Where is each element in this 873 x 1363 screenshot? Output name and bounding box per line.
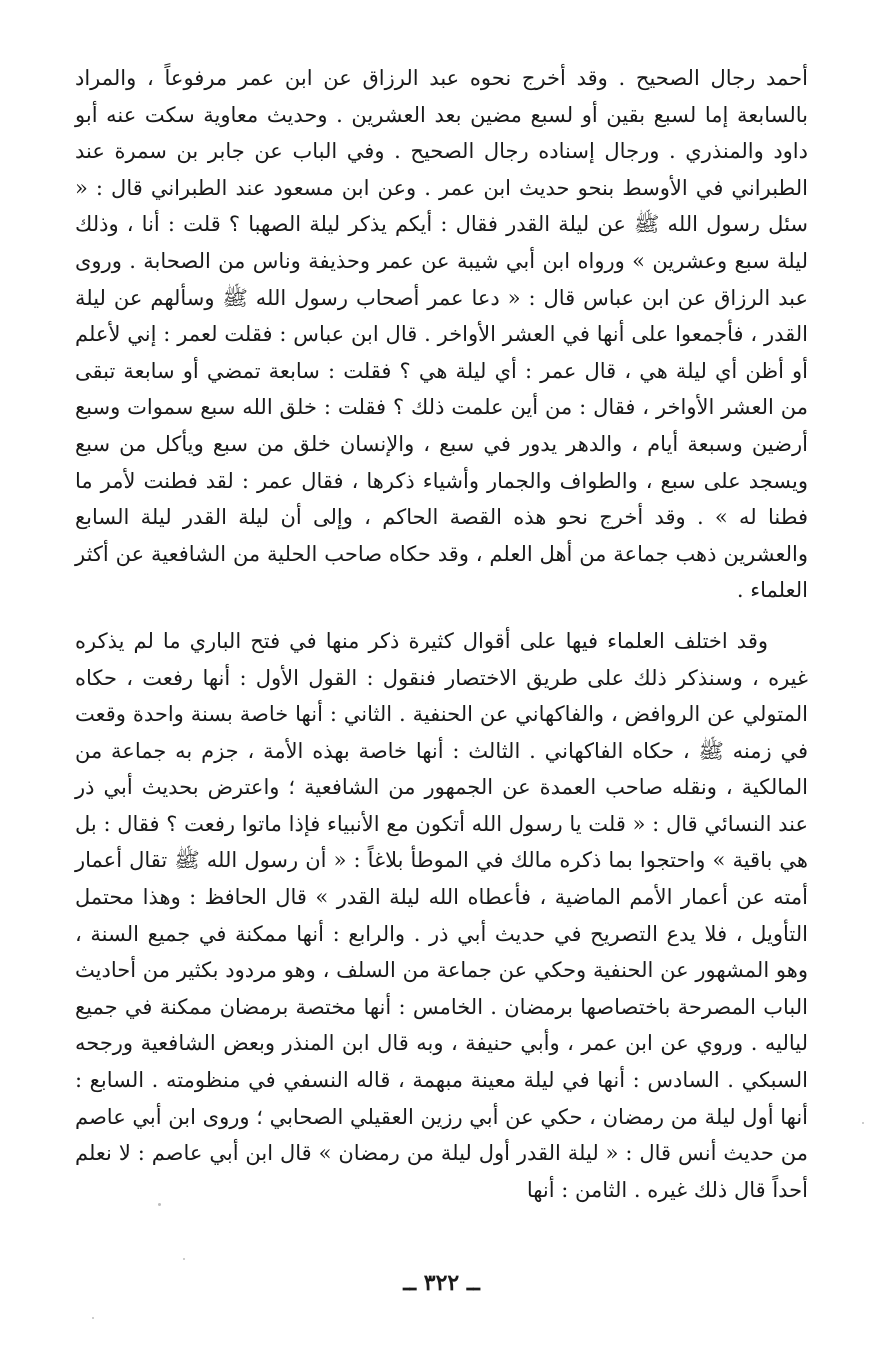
scan-speck <box>862 1122 864 1124</box>
paragraph-1: أحمد رجال الصحيح . وقد أخرج نحوه عبد الرزاق عن ابن عمر مرفوعاً ، والمراد بالسابعة إما لسبع بقين أو لسبع مضين بعد العشرين . وحديث معاوية سكت عنه أبو داود والمنذري . ورجال إسناده رجال الصحيح . وفي الباب عن جابر بن سمرة عند الطبراني في الأوسط بنحو حديث ابن عمر . وعن ابن مسعود عند الطبراني قال : « سئل رسول الله ﷺ عن ليلة القدر فقال : أيكم يذكر ليلة الصهبا ؟ قلت : أنا ، وذلك ليلة سبع وعشرين » ورواه ابن أبي شيبة عن عمر وحذيفة وناس من الصحابة . وروى عبد الرزاق عن ابن عباس قال : « دعا عمر أصحاب رسول الله ﷺ وسألهم عن ليلة القدر ، فأجمعوا على أنها في العشر الأواخر . قال ابن عباس : فقلت لعمر : إني لأعلم أو أظن أي ليلة هي ، قال عمر : أي ليلة هي ؟ فقلت : سابعة تمضي أو سابعة تبقى من العشر الأواخر ، فقال : من أين علمت ذلك ؟ فقلت : خلق الله سبع سموات وسبع أرضين وسبعة أيام ، والدهر يدور في سبع ، والإنسان خلق من سبع ويأكل من سبع ويسجد على سبع ، والطواف والجمار وأشياء ذكرها ، فقال عمر : لقد فطنت لأمر ما فطنا له » . وقد أخرج نحو هذه القصة الحاكم ، وإلى أن ليلة القدر ليلة السابع والعشرين ذهب جماعة من أهل العلم ، وقد حكاه صاحب الحلية من الشافعية عن أكثر العلماء . <box>75 66 808 603</box>
paragraph-2: وقد اختلف العلماء فيها على أقوال كثيرة ذكر منها في فتح الباري ما لم يذكره غيره ، وسنذكر ذلك على طريق الاختصار فنقول : القول الأول : أنها رفعت ، حكاه المتولي عن الروافض ، والفاكهاني عن الحنفية . الثاني : أنها خاصة بسنة واحدة وقعت في زمنه ﷺ ، حكاه الفاكهاني . الثالث : أنها خاصة بهذه الأمة ، جزم به جماعة من المالكية ، ونقله صاحب العمدة عن الجمهور من الشافعية ؛ واعترض بحديث أبي ذر عند النسائي قال : « قلت يا رسول الله أتكون مع الأنبياء فإذا ماتوا رفعت ؟ فقال : بل هي باقية » واحتجوا بما ذكره مالك في الموطأ بلاغاً : « أن رسول الله ﷺ تقال أعمار أمته عن أعمار الأمم الماضية ، فأعطاه الله ليلة القدر » قال الحافظ : وهذا محتمل التأويل ، فلا يدع التصريح في حديث أبي ذر . والرابع : أنها ممكنة في جميع السنة ، وهو المشهور عن الحنفية وحكي عن جماعة من السلف ، وهو مردود بكثير من أحاديث الباب المصرحة باختصاصها برمضان . الخامس : أنها مختصة برمضان ممكنة في جميع لياليه . وروي عن ابن عمر ، وأبي حنيفة ، وبه قال ابن المنذر وبعض الشافعية ورجحه السبكي . السادس : أنها في ليلة معينة مبهمة ، قاله النسفي في منظومته . السابع : أنها أول ليلة من رمضان ، حكي عن أبي رزين العقيلي الصحابي ؛ وروى ابن أبي عاصم من حديث أنس قال : « ليلة القدر أول ليلة من رمضان » قال ابن أبي عاصم : لا نعلم أحداً قال ذلك غيره . الثامن : أنها <box>75 628 808 1202</box>
scan-speck <box>92 1317 94 1319</box>
page-number: ــ ٣٢٢ ــ <box>403 1270 480 1296</box>
scan-speck <box>183 1258 185 1260</box>
book-page <box>75 60 808 1310</box>
scan-speck <box>158 1203 161 1206</box>
